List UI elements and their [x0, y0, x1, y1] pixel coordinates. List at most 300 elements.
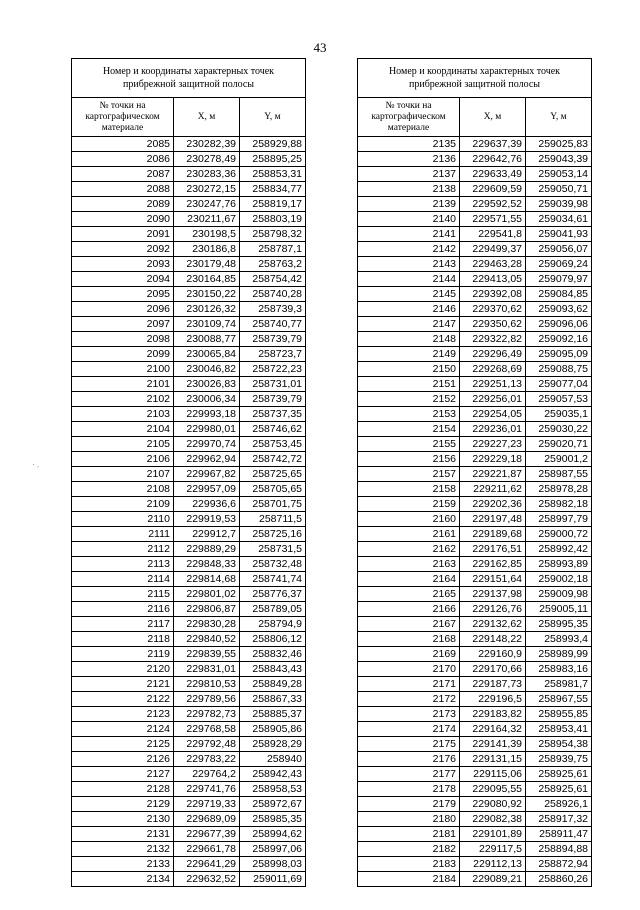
y-coordinate-cell: 258940 [240, 752, 306, 767]
point-number-cell: 2167 [358, 617, 460, 632]
point-number-cell: 2128 [72, 782, 174, 797]
x-coordinate-cell: 230278,49 [174, 152, 240, 167]
table-row [358, 602, 592, 617]
x-coordinate-cell: 230283,36 [174, 167, 240, 182]
point-number-cell: 2118 [72, 632, 174, 647]
point-number-cell: 2162 [358, 542, 460, 557]
point-number-cell: 2182 [358, 842, 460, 857]
point-number-cell: 2139 [358, 197, 460, 212]
y-coordinate-cell: 258982,18 [526, 497, 592, 512]
table-row [72, 737, 306, 752]
x-coordinate-cell: 230088,77 [174, 332, 240, 347]
table-row [72, 482, 306, 497]
point-number-cell: 2116 [72, 602, 174, 617]
point-number-cell: 2165 [358, 587, 460, 602]
x-coordinate-cell: 229957,09 [174, 482, 240, 497]
table-row [72, 332, 306, 347]
x-coordinate-cell: 229830,28 [174, 617, 240, 632]
y-coordinate-cell: 258987,55 [526, 467, 592, 482]
y-coordinate-cell: 259009,98 [526, 587, 592, 602]
point-number-cell: 2127 [72, 767, 174, 782]
point-number-cell: 2106 [72, 452, 174, 467]
table-row [72, 137, 306, 152]
table-row [358, 377, 592, 392]
y-coordinate-cell: 259001,2 [526, 452, 592, 467]
point-number-cell: 2174 [358, 722, 460, 737]
table-row [72, 647, 306, 662]
x-coordinate-cell: 229080,92 [460, 797, 526, 812]
table-row [72, 437, 306, 452]
y-coordinate-cell: 258928,29 [240, 737, 306, 752]
point-number-cell: 2131 [72, 827, 174, 842]
point-number-cell: 2161 [358, 527, 460, 542]
point-number-cell: 2097 [72, 317, 174, 332]
point-number-cell: 2140 [358, 212, 460, 227]
x-coordinate-cell: 229641,29 [174, 857, 240, 872]
point-number-cell: 2142 [358, 242, 460, 257]
point-number-cell: 2144 [358, 272, 460, 287]
table-row [358, 752, 592, 767]
y-coordinate-cell: 258985,35 [240, 812, 306, 827]
y-coordinate-cell: 258989,99 [526, 647, 592, 662]
table-row [358, 692, 592, 707]
table-row [72, 392, 306, 407]
table-body [358, 137, 592, 887]
y-coordinate-cell: 259005,11 [526, 602, 592, 617]
x-coordinate-cell: 229227,23 [460, 437, 526, 452]
x-coordinate-cell: 229719,33 [174, 797, 240, 812]
point-number-cell: 2111 [72, 527, 174, 542]
x-coordinate-cell: 229413,05 [460, 272, 526, 287]
point-number-cell: 2164 [358, 572, 460, 587]
y-coordinate-cell: 258925,61 [526, 767, 592, 782]
x-coordinate-cell: 229126,76 [460, 602, 526, 617]
table-row [72, 362, 306, 377]
x-coordinate-cell: 229571,55 [460, 212, 526, 227]
y-coordinate-cell: 258794,9 [240, 617, 306, 632]
x-coordinate-cell: 230026,83 [174, 377, 240, 392]
table-row [358, 437, 592, 452]
x-coordinate-cell: 229801,02 [174, 587, 240, 602]
table-title: Номер и координаты характерных точек прибрежной защитной полосы [72, 59, 306, 98]
table-body [72, 137, 306, 887]
table-row [358, 287, 592, 302]
x-coordinate-cell: 229632,52 [174, 872, 240, 887]
x-coordinate-cell: 229839,55 [174, 647, 240, 662]
x-coordinate-cell: 230109,74 [174, 317, 240, 332]
point-number-cell: 2150 [358, 362, 460, 377]
point-number-cell: 2134 [72, 872, 174, 887]
y-coordinate-cell: 258942,43 [240, 767, 306, 782]
column-header-point: № точки на картографическом материале [358, 98, 460, 137]
point-number-cell: 2107 [72, 467, 174, 482]
y-coordinate-cell: 258895,25 [240, 152, 306, 167]
y-coordinate-cell: 259035,1 [526, 407, 592, 422]
point-number-cell: 2108 [72, 482, 174, 497]
point-number-cell: 2173 [358, 707, 460, 722]
table-row [358, 512, 592, 527]
y-coordinate-cell: 258722,23 [240, 362, 306, 377]
y-coordinate-cell: 258753,45 [240, 437, 306, 452]
table-row [358, 167, 592, 182]
x-coordinate-cell: 229642,76 [460, 152, 526, 167]
x-coordinate-cell: 229463,28 [460, 257, 526, 272]
x-coordinate-cell: 229251,13 [460, 377, 526, 392]
table-row [358, 347, 592, 362]
y-coordinate-cell: 258746,62 [240, 422, 306, 437]
column-header-x: X, м [460, 98, 526, 137]
point-number-cell: 2158 [358, 482, 460, 497]
table-row [358, 422, 592, 437]
x-coordinate-cell: 229848,33 [174, 557, 240, 572]
y-coordinate-cell: 258742,72 [240, 452, 306, 467]
x-coordinate-cell: 230164,85 [174, 272, 240, 287]
table-row [358, 212, 592, 227]
point-number-cell: 2176 [358, 752, 460, 767]
y-coordinate-cell: 258701,75 [240, 497, 306, 512]
table-row [358, 527, 592, 542]
x-coordinate-cell: 229912,7 [174, 527, 240, 542]
point-number-cell: 2143 [358, 257, 460, 272]
x-coordinate-cell: 229170,66 [460, 662, 526, 677]
y-coordinate-cell: 258867,33 [240, 692, 306, 707]
point-number-cell: 2088 [72, 182, 174, 197]
table-row [358, 767, 592, 782]
table-row [72, 557, 306, 572]
x-coordinate-cell: 229176,51 [460, 542, 526, 557]
x-coordinate-cell: 229980,01 [174, 422, 240, 437]
table-row [72, 632, 306, 647]
point-number-cell: 2166 [358, 602, 460, 617]
x-coordinate-cell: 229814,68 [174, 572, 240, 587]
table-row [358, 797, 592, 812]
point-number-cell: 2184 [358, 872, 460, 887]
table-row [72, 257, 306, 272]
table-row [358, 812, 592, 827]
x-coordinate-cell: 229148,22 [460, 632, 526, 647]
table-row [358, 737, 592, 752]
point-number-cell: 2093 [72, 257, 174, 272]
x-coordinate-cell: 230046,82 [174, 362, 240, 377]
y-coordinate-cell: 259041,93 [526, 227, 592, 242]
x-coordinate-cell: 229221,87 [460, 467, 526, 482]
x-coordinate-cell: 229089,21 [460, 872, 526, 887]
point-number-cell: 2100 [72, 362, 174, 377]
y-coordinate-cell: 258843,43 [240, 662, 306, 677]
table-row [72, 347, 306, 362]
x-coordinate-cell: 229967,82 [174, 467, 240, 482]
x-coordinate-cell: 230211,67 [174, 212, 240, 227]
y-coordinate-cell: 258860,26 [526, 872, 592, 887]
table-row [72, 617, 306, 632]
point-number-cell: 2169 [358, 647, 460, 662]
point-number-cell: 2179 [358, 797, 460, 812]
table-row [72, 692, 306, 707]
table-row [72, 152, 306, 167]
y-coordinate-cell: 259057,53 [526, 392, 592, 407]
x-coordinate-cell: 229633,49 [460, 167, 526, 182]
x-coordinate-cell: 229689,09 [174, 812, 240, 827]
y-coordinate-cell: 258939,75 [526, 752, 592, 767]
y-coordinate-cell: 258741,74 [240, 572, 306, 587]
y-coordinate-cell: 258992,42 [526, 542, 592, 557]
x-coordinate-cell: 229196,5 [460, 692, 526, 707]
y-coordinate-cell: 259088,75 [526, 362, 592, 377]
point-number-cell: 2170 [358, 662, 460, 677]
y-coordinate-cell: 258732,48 [240, 557, 306, 572]
x-coordinate-cell: 229236,01 [460, 422, 526, 437]
x-coordinate-cell: 229370,62 [460, 302, 526, 317]
table-row [72, 167, 306, 182]
table-row [358, 827, 592, 842]
table-row [358, 497, 592, 512]
x-coordinate-cell: 229268,69 [460, 362, 526, 377]
point-number-cell: 2086 [72, 152, 174, 167]
y-coordinate-cell: 258740,28 [240, 287, 306, 302]
table-row [72, 377, 306, 392]
x-coordinate-cell: 230126,32 [174, 302, 240, 317]
x-coordinate-cell: 229831,01 [174, 662, 240, 677]
point-number-cell: 2148 [358, 332, 460, 347]
x-coordinate-cell: 229782,73 [174, 707, 240, 722]
y-coordinate-cell: 259096,06 [526, 317, 592, 332]
point-number-cell: 2181 [358, 827, 460, 842]
x-coordinate-cell: 229132,62 [460, 617, 526, 632]
table-row [358, 557, 592, 572]
point-number-cell: 2123 [72, 707, 174, 722]
y-coordinate-cell: 258997,06 [240, 842, 306, 857]
point-number-cell: 2130 [72, 812, 174, 827]
y-coordinate-cell: 258731,5 [240, 542, 306, 557]
point-number-cell: 2109 [72, 497, 174, 512]
table-row [358, 482, 592, 497]
point-number-cell: 2112 [72, 542, 174, 557]
x-coordinate-cell: 229962,94 [174, 452, 240, 467]
table-row [358, 707, 592, 722]
y-coordinate-cell: 258739,3 [240, 302, 306, 317]
point-number-cell: 2159 [358, 497, 460, 512]
y-coordinate-cell: 258798,32 [240, 227, 306, 242]
x-coordinate-cell: 229211,62 [460, 482, 526, 497]
table-row [72, 302, 306, 317]
point-number-cell: 2085 [72, 137, 174, 152]
y-coordinate-cell: 258739,79 [240, 392, 306, 407]
y-coordinate-cell: 259095,09 [526, 347, 592, 362]
table-row [358, 137, 592, 152]
y-coordinate-cell: 258929,88 [240, 137, 306, 152]
table-row [358, 227, 592, 242]
point-number-cell: 2094 [72, 272, 174, 287]
table-row [358, 587, 592, 602]
y-coordinate-cell: 258967,55 [526, 692, 592, 707]
point-number-cell: 2113 [72, 557, 174, 572]
x-coordinate-cell: 229151,64 [460, 572, 526, 587]
table-row [72, 527, 306, 542]
y-coordinate-cell: 259030,22 [526, 422, 592, 437]
point-number-cell: 2171 [358, 677, 460, 692]
x-coordinate-cell: 229137,98 [460, 587, 526, 602]
table-row [72, 497, 306, 512]
x-coordinate-cell: 229162,85 [460, 557, 526, 572]
table-row [358, 332, 592, 347]
y-coordinate-cell: 258998,03 [240, 857, 306, 872]
table-row [72, 197, 306, 212]
point-number-cell: 2125 [72, 737, 174, 752]
y-coordinate-cell: 258885,37 [240, 707, 306, 722]
point-number-cell: 2149 [358, 347, 460, 362]
table-row [358, 647, 592, 662]
table-row [72, 242, 306, 257]
table-row [358, 467, 592, 482]
y-coordinate-cell: 258834,77 [240, 182, 306, 197]
x-coordinate-cell: 230006,34 [174, 392, 240, 407]
point-number-cell: 2121 [72, 677, 174, 692]
x-coordinate-cell: 229768,58 [174, 722, 240, 737]
x-coordinate-cell: 230272,15 [174, 182, 240, 197]
y-coordinate-cell: 258981,7 [526, 677, 592, 692]
point-number-cell: 2126 [72, 752, 174, 767]
coordinates-table-right [357, 58, 592, 887]
point-number-cell: 2152 [358, 392, 460, 407]
point-number-cell: 2090 [72, 212, 174, 227]
y-coordinate-cell: 258872,94 [526, 857, 592, 872]
table-row [72, 422, 306, 437]
column-header-y: Y, м [240, 98, 306, 137]
x-coordinate-cell: 229115,06 [460, 767, 526, 782]
x-coordinate-cell: 229117,5 [460, 842, 526, 857]
y-coordinate-cell: 258832,46 [240, 647, 306, 662]
y-coordinate-cell: 258917,32 [526, 812, 592, 827]
point-number-cell: 2138 [358, 182, 460, 197]
table-row [72, 707, 306, 722]
y-coordinate-cell: 258954,38 [526, 737, 592, 752]
table-row [358, 392, 592, 407]
table-row [72, 182, 306, 197]
point-number-cell: 2087 [72, 167, 174, 182]
point-number-cell: 2115 [72, 587, 174, 602]
point-number-cell: 2137 [358, 167, 460, 182]
table-row [358, 407, 592, 422]
point-number-cell: 2101 [72, 377, 174, 392]
y-coordinate-cell: 258806,12 [240, 632, 306, 647]
y-coordinate-cell: 258731,01 [240, 377, 306, 392]
x-coordinate-cell: 230198,5 [174, 227, 240, 242]
column-header-y: Y, м [526, 98, 592, 137]
x-coordinate-cell: 229764,2 [174, 767, 240, 782]
y-coordinate-cell: 259011,69 [240, 872, 306, 887]
x-coordinate-cell: 229392,08 [460, 287, 526, 302]
page-number: 43 [313, 40, 327, 55]
x-coordinate-cell: 229082,38 [460, 812, 526, 827]
point-number-cell: 2110 [72, 512, 174, 527]
y-coordinate-cell: 258926,1 [526, 797, 592, 812]
point-number-cell: 2147 [358, 317, 460, 332]
table-row [358, 242, 592, 257]
y-coordinate-cell: 259002,18 [526, 572, 592, 587]
table-title: Номер и координаты характерных точек прибрежной защитной полосы [358, 59, 592, 98]
table-row [358, 632, 592, 647]
y-coordinate-cell: 258995,35 [526, 617, 592, 632]
x-coordinate-cell: 230282,39 [174, 137, 240, 152]
table-row [358, 617, 592, 632]
table-row [358, 152, 592, 167]
table-row [358, 197, 592, 212]
point-number-cell: 2154 [358, 422, 460, 437]
column-header-x: X, м [174, 98, 240, 137]
y-coordinate-cell: 258925,61 [526, 782, 592, 797]
x-coordinate-cell: 229792,48 [174, 737, 240, 752]
y-coordinate-cell: 258725,16 [240, 527, 306, 542]
point-number-cell: 2178 [358, 782, 460, 797]
x-coordinate-cell: 229254,05 [460, 407, 526, 422]
point-number-cell: 2155 [358, 437, 460, 452]
y-coordinate-cell: 258789,05 [240, 602, 306, 617]
point-number-cell: 2168 [358, 632, 460, 647]
table-row [72, 572, 306, 587]
y-coordinate-cell: 259093,62 [526, 302, 592, 317]
point-number-cell: 2177 [358, 767, 460, 782]
x-coordinate-cell: 229889,29 [174, 542, 240, 557]
table-row [72, 587, 306, 602]
point-number-cell: 2133 [72, 857, 174, 872]
y-coordinate-cell: 258983,16 [526, 662, 592, 677]
point-number-cell: 2102 [72, 392, 174, 407]
point-number-cell: 2105 [72, 437, 174, 452]
table-row [72, 797, 306, 812]
table-row [72, 767, 306, 782]
table-row [358, 182, 592, 197]
point-number-cell: 2180 [358, 812, 460, 827]
table-row [72, 827, 306, 842]
table-row [72, 287, 306, 302]
y-coordinate-cell: 258997,79 [526, 512, 592, 527]
table-row [358, 722, 592, 737]
x-coordinate-cell: 229197,48 [460, 512, 526, 527]
y-coordinate-cell: 258787,1 [240, 242, 306, 257]
point-number-cell: 2091 [72, 227, 174, 242]
table-row [358, 362, 592, 377]
y-coordinate-cell: 259000,72 [526, 527, 592, 542]
x-coordinate-cell: 229296,49 [460, 347, 526, 362]
stray-mark: · . [32, 460, 40, 469]
y-coordinate-cell: 258705,65 [240, 482, 306, 497]
table-row [72, 452, 306, 467]
x-coordinate-cell: 229741,76 [174, 782, 240, 797]
y-coordinate-cell: 258803,19 [240, 212, 306, 227]
x-coordinate-cell: 229112,13 [460, 857, 526, 872]
point-number-cell: 2089 [72, 197, 174, 212]
y-coordinate-cell: 258911,47 [526, 827, 592, 842]
y-coordinate-cell: 258819,17 [240, 197, 306, 212]
y-coordinate-cell: 259034,61 [526, 212, 592, 227]
x-coordinate-cell: 229783,22 [174, 752, 240, 767]
x-coordinate-cell: 229541,8 [460, 227, 526, 242]
table-row [72, 602, 306, 617]
table-row [358, 782, 592, 797]
y-coordinate-cell: 259056,07 [526, 242, 592, 257]
point-number-cell: 2098 [72, 332, 174, 347]
point-number-cell: 2151 [358, 377, 460, 392]
y-coordinate-cell: 258754,42 [240, 272, 306, 287]
x-coordinate-cell: 229229,18 [460, 452, 526, 467]
point-number-cell: 2095 [72, 287, 174, 302]
table-row [72, 512, 306, 527]
table-row [358, 572, 592, 587]
point-number-cell: 2175 [358, 737, 460, 752]
table-row [72, 722, 306, 737]
x-coordinate-cell: 229256,01 [460, 392, 526, 407]
x-coordinate-cell: 229840,52 [174, 632, 240, 647]
